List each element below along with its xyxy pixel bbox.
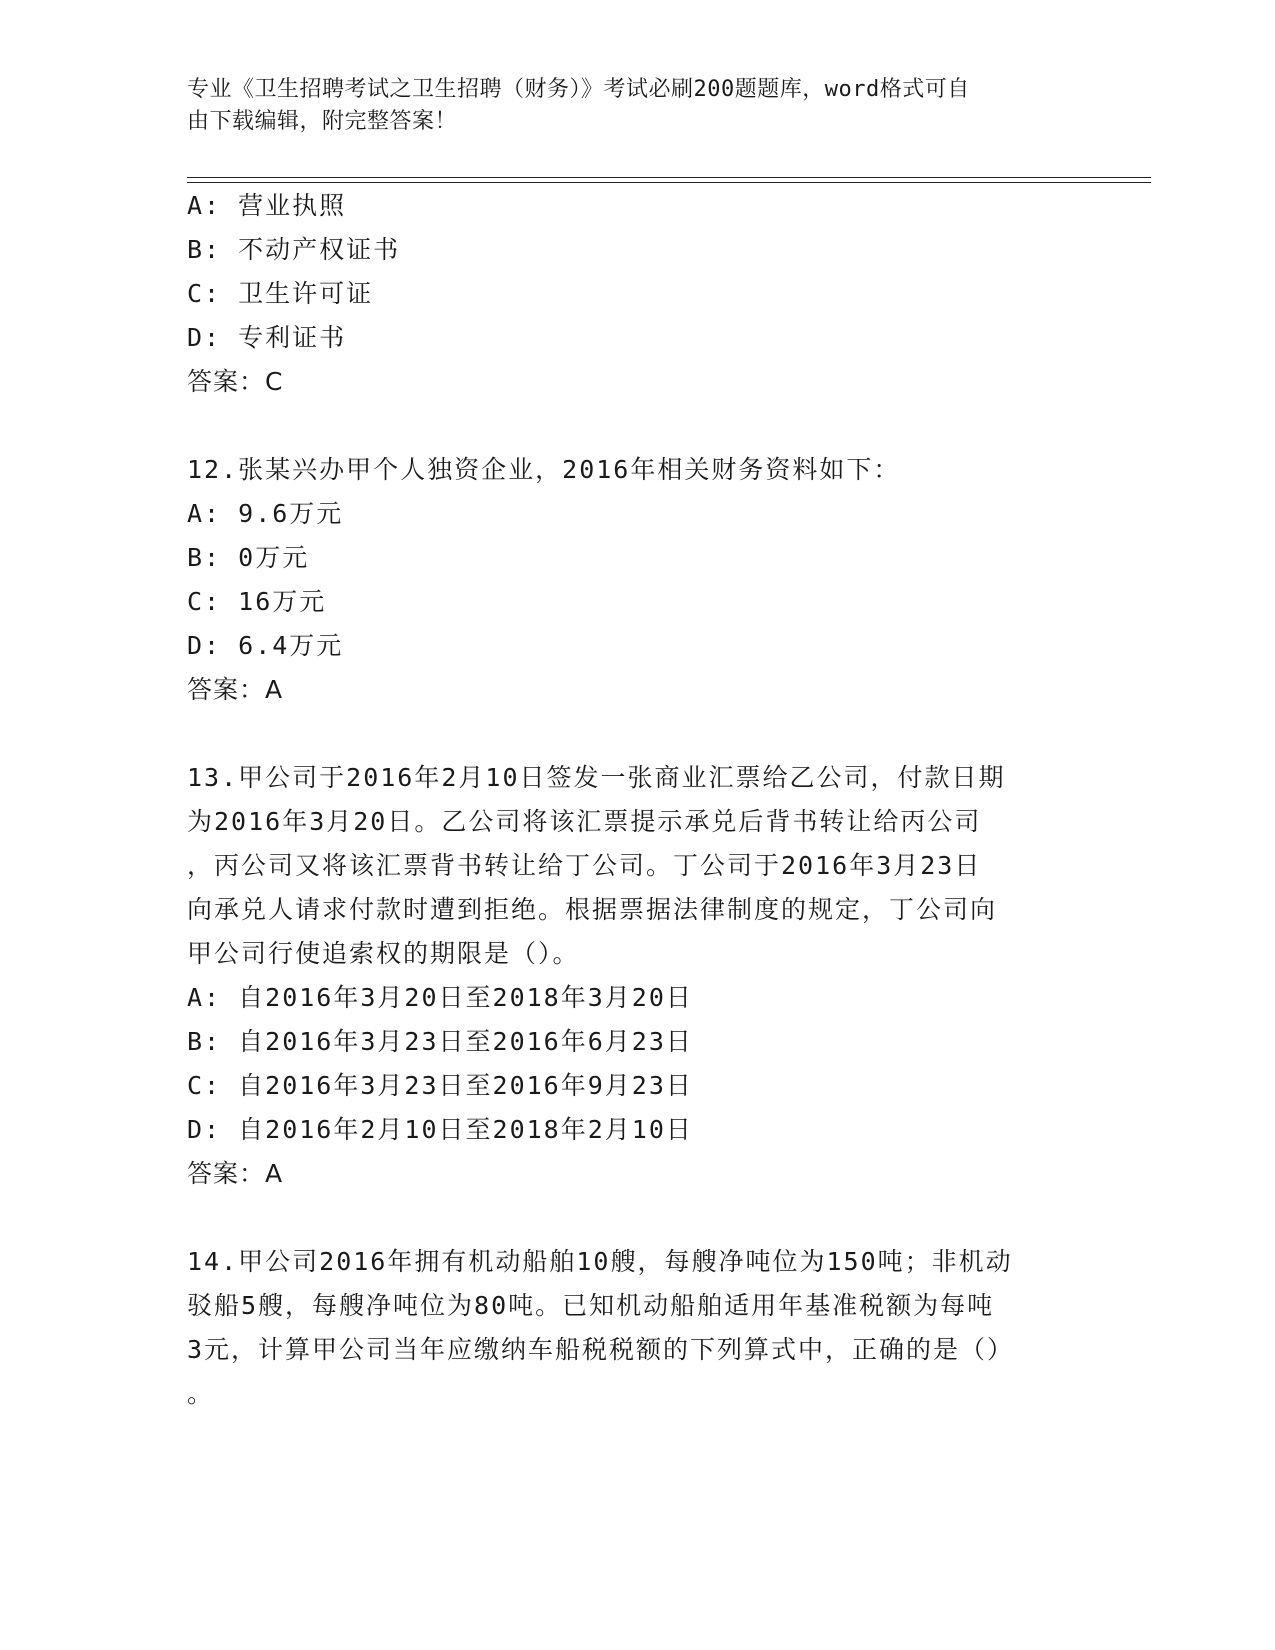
q13-option-b: B: 自2016年3月23日至2016年6月23日 [187,1027,693,1056]
q13-stem-line-5: 甲公司行使追索权的期限是（）。 [187,939,580,968]
q14-stem-line-2: 驳船5艘，每艘净吨位为80吨。已知机动船舶适用年基准税额为每吨 [187,1291,995,1320]
document-header [187,74,1067,138]
q12-option-c: C: 16万元 [187,587,327,616]
q11-option-a: A: 营业执照 [187,191,347,220]
q14-stem-line-4: 。 [187,1379,215,1408]
header-divider-bottom [187,182,1151,183]
q13-option-d: D: 自2016年2月10日至2018年2月10日 [187,1115,693,1144]
q14-stem-line-3: 3元，计算甲公司当年应缴纳车船税税额的下列算式中，正确的是（） [187,1335,1015,1364]
q14-stem-line-1: 14.甲公司2016年拥有机动船舶10艘，每艘净吨位为150吨；非机动 [187,1247,1013,1276]
q11-option-c: C: 卫生许可证 [187,279,374,308]
q12-option-d: D: 6.4万元 [187,631,344,660]
q12-option-b: B: 0万元 [187,543,310,572]
header-divider-top [187,177,1151,178]
q11-option-d: D: 专利证书 [187,323,347,352]
q13-option-c: C: 自2016年3月23日至2016年9月23日 [187,1071,693,1100]
q11-option-b: B: 不动产权证书 [187,235,401,264]
q12-stem: 12.张某兴办甲个人独资企业，2016年相关财务资料如下： [187,455,901,484]
q13-option-a: A: 自2016年3月20日至2018年3月20日 [187,983,693,1012]
q12-answer: 答案：A [187,675,284,704]
q13-answer: 答案：A [187,1159,284,1188]
q13-stem-line-3: ，丙公司又将该汇票背书转让给丁公司。丁公司于2016年3月23日 [187,851,982,880]
q11-answer: 答案：C [187,367,284,396]
header-title-line-2: 由下载编辑，附完整答案！ [187,109,458,134]
q13-stem-line-2: 为2016年3月20日。乙公司将该汇票提示承兑后背书转让给丙公司 [187,807,982,836]
header-title-line-1: 专业《卫生招聘考试之卫生招聘（财务）》考试必刷200题题库，word格式可自 [187,77,970,102]
q13-stem-line-4: 向承兑人请求付款时遭到拒绝。根据票据法律制度的规定，丁公司向 [187,895,998,924]
q12-option-a: A: 9.6万元 [187,499,344,528]
q13-stem-line-1: 13.甲公司于2016年2月10日签发一张商业汇票给乙公司，付款日期 [187,763,1006,792]
